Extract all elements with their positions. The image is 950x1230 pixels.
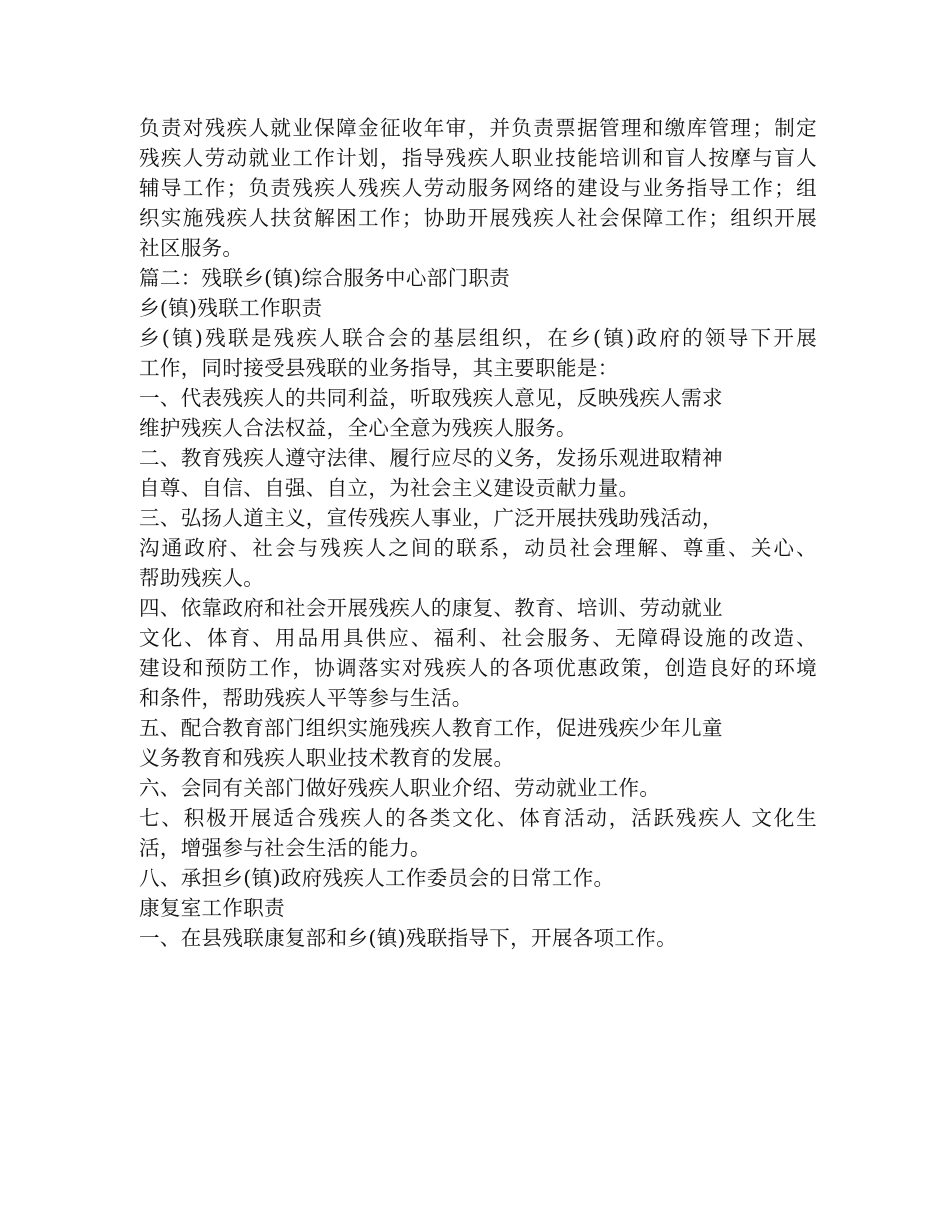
text-line: 自尊、自信、自强、自立，为社会主义建设贡献力量。: [139, 476, 640, 500]
text-line: 一、在县残联康复部和乡(镇)残联指导下，开展各项工作。: [139, 926, 677, 950]
text-line: 建设和预防工作，协调落实对残疾人的各项优惠政策，创造良好的环境: [139, 656, 817, 680]
text-line: 篇二：残联乡(镇)综合服务中心部门职责: [139, 266, 511, 290]
text-line: 维护残疾人合法权益，全心全意为残疾人服务。: [139, 416, 577, 440]
text-line: 四、依靠政府和社会开展残疾人的康复、教育、培训、劳动就业: [139, 596, 723, 620]
text-line: 一、代表残疾人的共同利益，听取残疾人意见，反映残疾人需求: [139, 386, 723, 410]
text-line: 残疾人劳动就业工作计划，指导残疾人职业技能培训和盲人按摩与盲人: [139, 146, 817, 170]
text-line: 七、积极开展适合残疾人的各类文化、体育活动，活跃残疾人 文化生: [139, 806, 817, 830]
text-line: 五、配合教育部门组织实施残疾人教育工作，促进残疾少年儿童: [139, 716, 723, 740]
text-line: 三、弘扬人道主义，宣传残疾人事业，广泛开展扶残助残活动，: [139, 506, 723, 530]
text-line: 和条件，帮助残疾人平等参与生活。: [139, 686, 473, 710]
text-line: 义务教育和残疾人职业技术教育的发展。: [139, 746, 515, 770]
text-line: 负责对残疾人就业保障金征收年审，并负责票据管理和缴库管理；制定: [139, 116, 817, 140]
text-line: 康复室工作职责: [139, 896, 285, 920]
text-line: 织实施残疾人扶贫解困工作；协助开展残疾人社会保障工作；组织开展: [139, 206, 817, 230]
text-line: 工作，同时接受县残联的业务指导，其主要职能是：: [139, 356, 619, 380]
text-line: 帮助残疾人。: [139, 566, 265, 590]
text-line: 活，增强参与社会生活的能力。: [139, 836, 431, 860]
text-line: 八、承担乡(镇)政府残疾人工作委员会的日常工作。: [139, 866, 615, 890]
text-line: 文化、体育、用品用具供应、福利、社会服务、无障碍设施的改造、: [139, 626, 817, 650]
text-line: 沟通政府、社会与残疾人之间的联系，动员社会理解、尊重、关心、: [139, 536, 817, 560]
text-line: 二、教育残疾人遵守法律、履行应尽的义务，发扬乐观进取精神: [139, 446, 723, 470]
text-line: 六、会同有关部门做好残疾人职业介绍、劳动就业工作。: [139, 776, 661, 800]
text-line: 辅导工作；负责残疾人残疾人劳动服务网络的建设与业务指导工作；组: [139, 176, 817, 200]
text-line: 乡(镇)残联工作职责: [139, 296, 323, 320]
text-line: 乡(镇)残联是残疾人联合会的基层组织，在乡(镇)政府的领导下开展: [139, 326, 817, 350]
document-page: [139, 113, 817, 953]
text-line: 社区服务。: [139, 236, 244, 260]
